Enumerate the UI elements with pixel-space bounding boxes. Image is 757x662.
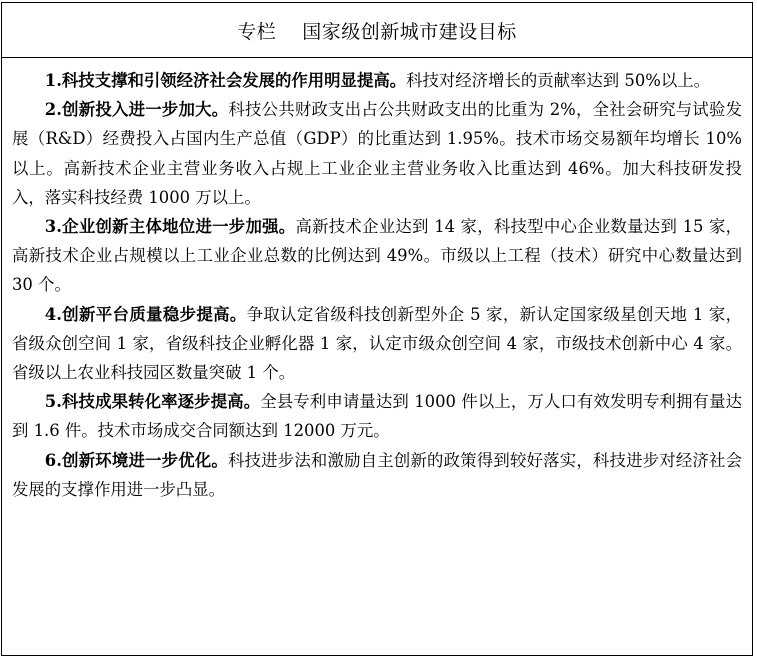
goal-heading: 5.科技成果转化率逐步提高。 [44,392,261,412]
box-title: 国家级创新城市建设目标 [302,20,517,43]
goals-box [1,2,753,656]
goal-text: 科技公共财政支出占公共财政支出的比重为 2%，全社会研究与试验发展（R&D）经费投入占国内生产总值（GDP）的比重达到 1.95%。技术市场交易额年均增长 10%以上。高新技术企业主营业务收入占规上工业企业主营业务收入比重达到 46%。加大科技研发投入，落实科技经费 1000 万以上。 [12,100,742,207]
goal-text: 高新技术企业达到 14 家，科技型中心企业数量达到 15 家，高新技术企业占规模以上工业企业总数的比例达到 49%。市级以上工程（技术）研究中心数量达到 30 个。 [12,217,742,295]
goal-heading: 1.科技支撑和引领经济社会发展的作用明显提高。 [44,71,407,90]
goal-text: 科技进步法和激励自主创新的政策得到较好落实，科技进步对经济社会发展的支撑作用进一步凸显。 [12,450,742,499]
goal-text: 争取认定省级科技创新型外企 5 家，新认定国家级星创天地 1 家，省级众创空间 1 家，省级科技企业孵化器 1 家，认定市级众创空间 4 家，市级技术创新中心 4 家。省级以上农业科技园区数量突破 1 个。 [12,304,742,383]
goal-item-3 [12,212,742,300]
goal-item-5 [12,387,742,445]
goal-heading: 3.企业创新主体地位进一步加强。 [44,217,296,237]
goal-heading: 2.创新投入进一步加大。 [44,100,229,120]
goal-item-6 [12,446,742,504]
goal-item-1 [12,66,742,95]
box-title-label: 专栏 [237,20,277,43]
goal-text: 科技对经济增长的贡献率达到 50%以上。 [406,71,711,90]
goal-item-2 [12,95,742,212]
goal-item-4 [12,300,742,388]
box-header [2,3,752,58]
goal-heading: 6.创新环境进一步优化。 [44,450,228,470]
goal-heading: 4.创新平台质量稳步提高。 [44,304,247,324]
goal-text: 全县专利申请量达到 1000 件以上，万人口有效发明专利拥有量达到 1.6 件。技术市场成交合同额达到 12000 万元。 [12,392,742,441]
box-content [2,58,752,504]
